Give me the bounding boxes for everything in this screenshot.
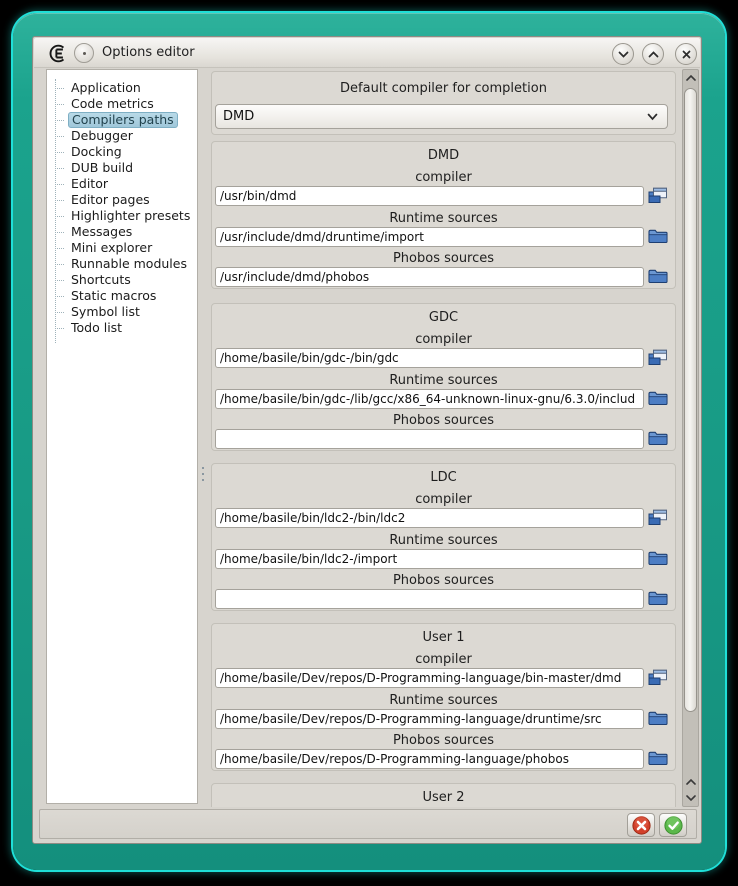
field-label: Phobos sources (392, 413, 495, 428)
cancel-button[interactable] (627, 813, 655, 837)
scroll-down-button[interactable] (683, 790, 698, 806)
accept-button[interactable] (659, 813, 687, 837)
dialog-button-bar (39, 809, 697, 839)
dmd-phobos-input[interactable] (215, 267, 644, 287)
field-label: compiler (415, 652, 472, 667)
compilers-paths-panel (211, 69, 676, 807)
scrollbar-thumb[interactable] (684, 88, 697, 712)
folder-icon[interactable] (648, 750, 668, 767)
chevron-down-icon (618, 51, 629, 58)
ldc-phobos-input[interactable] (215, 589, 644, 609)
accept-check-icon (664, 816, 683, 835)
options-editor-window (32, 36, 702, 844)
dmd-compiler-input[interactable] (215, 186, 644, 206)
field-label: Runtime sources (389, 211, 498, 226)
folder-icon[interactable] (648, 590, 668, 607)
sidebar-item-static-macros[interactable]: Static macros (47, 288, 197, 304)
window-title: Options editor (102, 45, 195, 60)
folder-icon[interactable] (648, 550, 668, 567)
folder-icon[interactable] (648, 430, 668, 447)
group-title: User 1 (422, 630, 465, 645)
group-title: GDC (428, 310, 459, 325)
gdc-compiler-input[interactable] (215, 348, 644, 368)
sidebar-item-symbol-list[interactable]: Symbol list (47, 304, 197, 320)
maximize-button[interactable] (642, 43, 664, 65)
selected-item-highlight: Compilers paths (68, 112, 178, 128)
dmd-runtime-input[interactable] (215, 227, 644, 247)
ldc-compiler-input[interactable] (215, 508, 644, 528)
chevron-down-icon (647, 113, 658, 121)
ldc-runtime-input[interactable] (215, 549, 644, 569)
group-user1 (211, 623, 676, 771)
group-gdc (211, 303, 676, 451)
group-title: DMD (427, 148, 460, 163)
group-dmd (211, 141, 676, 289)
chevron-up-icon (686, 75, 696, 81)
field-label: compiler (415, 170, 472, 185)
scroll-up-button[interactable] (683, 70, 698, 86)
sidebar-splitter[interactable] (198, 69, 211, 804)
field-label: Phobos sources (392, 573, 495, 588)
gdc-runtime-input[interactable] (215, 389, 644, 409)
group-user2 (211, 783, 676, 807)
titlebar[interactable] (34, 38, 700, 68)
user1-phobos-input[interactable] (215, 749, 644, 769)
pin-button[interactable] (74, 43, 94, 63)
field-label: Runtime sources (389, 533, 498, 548)
sidebar-item-debugger[interactable]: Debugger (47, 128, 197, 144)
chevron-down-icon (686, 795, 696, 801)
folder-icon[interactable] (648, 268, 668, 285)
sidebar-item-mini-explorer[interactable]: Mini explorer (47, 240, 197, 256)
sidebar-item-editor[interactable]: Editor (47, 176, 197, 192)
sidebar-item-shortcuts[interactable]: Shortcuts (47, 272, 197, 288)
splitter-grip-icon (202, 467, 204, 481)
folder-icon[interactable] (648, 710, 668, 727)
user1-runtime-input[interactable] (215, 709, 644, 729)
sidebar-item-runnable-modules[interactable]: Runnable modules (47, 256, 197, 272)
field-label: Phobos sources (392, 251, 495, 266)
chevron-up-icon (648, 51, 659, 58)
group-title: LDC (430, 470, 457, 485)
coedit-logo-icon (48, 44, 68, 63)
folder-icon[interactable] (648, 228, 668, 245)
open-file-icon[interactable] (648, 187, 668, 204)
close-button[interactable] (675, 43, 697, 65)
sidebar-item-editor-pages[interactable]: Editor pages (47, 192, 197, 208)
minimize-button[interactable] (612, 43, 634, 65)
field-label: compiler (415, 492, 472, 507)
sidebar-item-docking[interactable]: Docking (47, 144, 197, 160)
sidebar-item-application[interactable]: Application (47, 80, 197, 96)
default-compiler-dropdown[interactable] (215, 104, 668, 129)
sidebar-item-dub-build[interactable]: DUB build (47, 160, 197, 176)
sidebar-item-highlighter-presets[interactable]: Highlighter presets (47, 208, 197, 224)
sidebar-item-messages[interactable]: Messages (47, 224, 197, 240)
group-title: Default compiler for completion (340, 81, 547, 96)
close-icon (682, 50, 691, 59)
field-label: Phobos sources (392, 733, 495, 748)
gdc-phobos-input[interactable] (215, 429, 644, 449)
user1-compiler-input[interactable] (215, 668, 644, 688)
field-label: Runtime sources (389, 373, 498, 388)
open-file-icon[interactable] (648, 669, 668, 686)
sidebar-item-compilers-paths[interactable] (47, 112, 197, 128)
scroll-up-button-bottom[interactable] (683, 774, 698, 790)
field-label: Runtime sources (389, 693, 498, 708)
folder-icon[interactable] (648, 390, 668, 407)
group-default-compiler (211, 71, 676, 135)
categories-tree (46, 69, 198, 804)
chevron-up-icon (686, 779, 696, 785)
group-title: User 2 (422, 790, 465, 805)
sidebar-item-code-metrics[interactable]: Code metrics (47, 96, 197, 112)
group-ldc (211, 463, 676, 611)
field-label: compiler (415, 332, 472, 347)
open-file-icon[interactable] (648, 509, 668, 526)
cancel-cross-icon (632, 816, 651, 835)
sidebar-item-todo-list[interactable]: Todo list (47, 320, 197, 336)
dropdown-value: DMD (223, 109, 255, 124)
vertical-scrollbar[interactable] (682, 69, 699, 807)
open-file-icon[interactable] (648, 349, 668, 366)
